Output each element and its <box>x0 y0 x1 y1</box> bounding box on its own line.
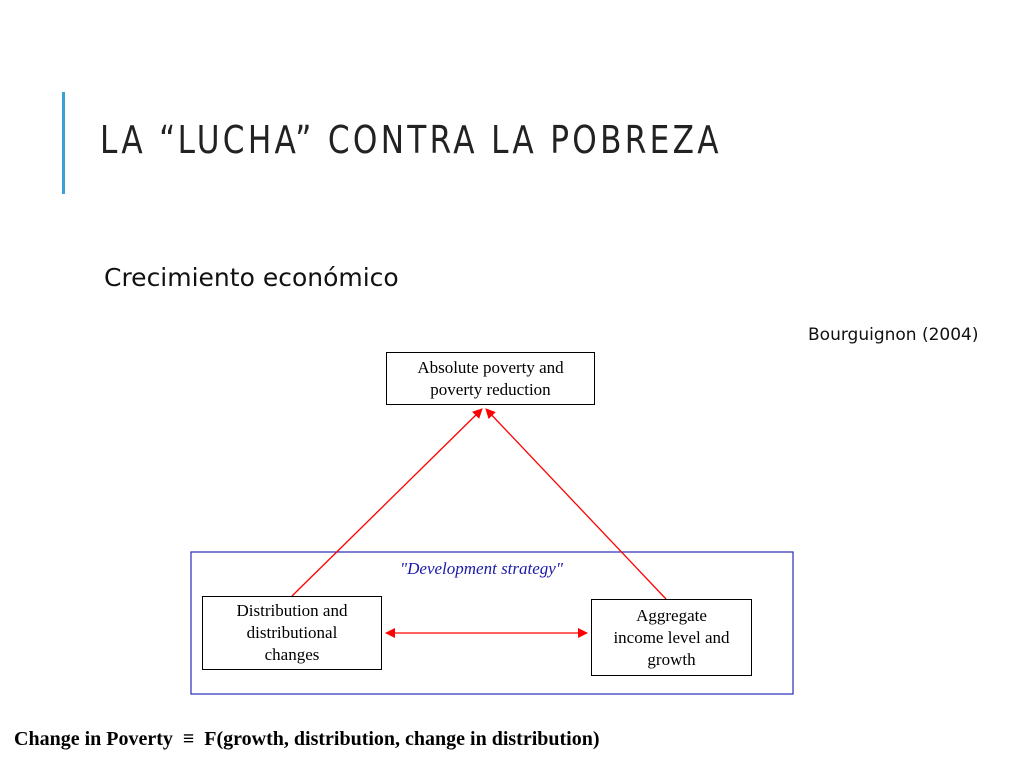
development-strategy-label: "Development strategy" <box>400 559 563 578</box>
citation: Bourguignon (2004) <box>808 325 979 345</box>
slide-subtitle: Crecimiento económico <box>104 263 399 292</box>
distribution-line3: changes <box>264 645 320 664</box>
aggregate-income-line3: growth <box>647 649 696 669</box>
distribution-box <box>202 596 382 670</box>
slide-title: LA “LUCHA” CONTRA LA POBREZA <box>100 118 722 162</box>
aggregate-income-line1: Aggregate <box>636 605 707 625</box>
absolute-poverty-line2: poverty reduction <box>430 379 551 399</box>
poverty-equation: Change in Poverty ≡ F(growth, distribution, change in distribution) <box>14 728 600 750</box>
absolute-poverty-box <box>386 352 595 405</box>
aggregate-income-line2: income level and <box>613 627 730 647</box>
absolute-poverty-line1: Absolute poverty and <box>417 357 564 377</box>
aggregate-income-box <box>591 599 752 676</box>
distribution-line2: distributional <box>246 623 338 642</box>
distribution-line1: Distribution and <box>236 601 348 620</box>
